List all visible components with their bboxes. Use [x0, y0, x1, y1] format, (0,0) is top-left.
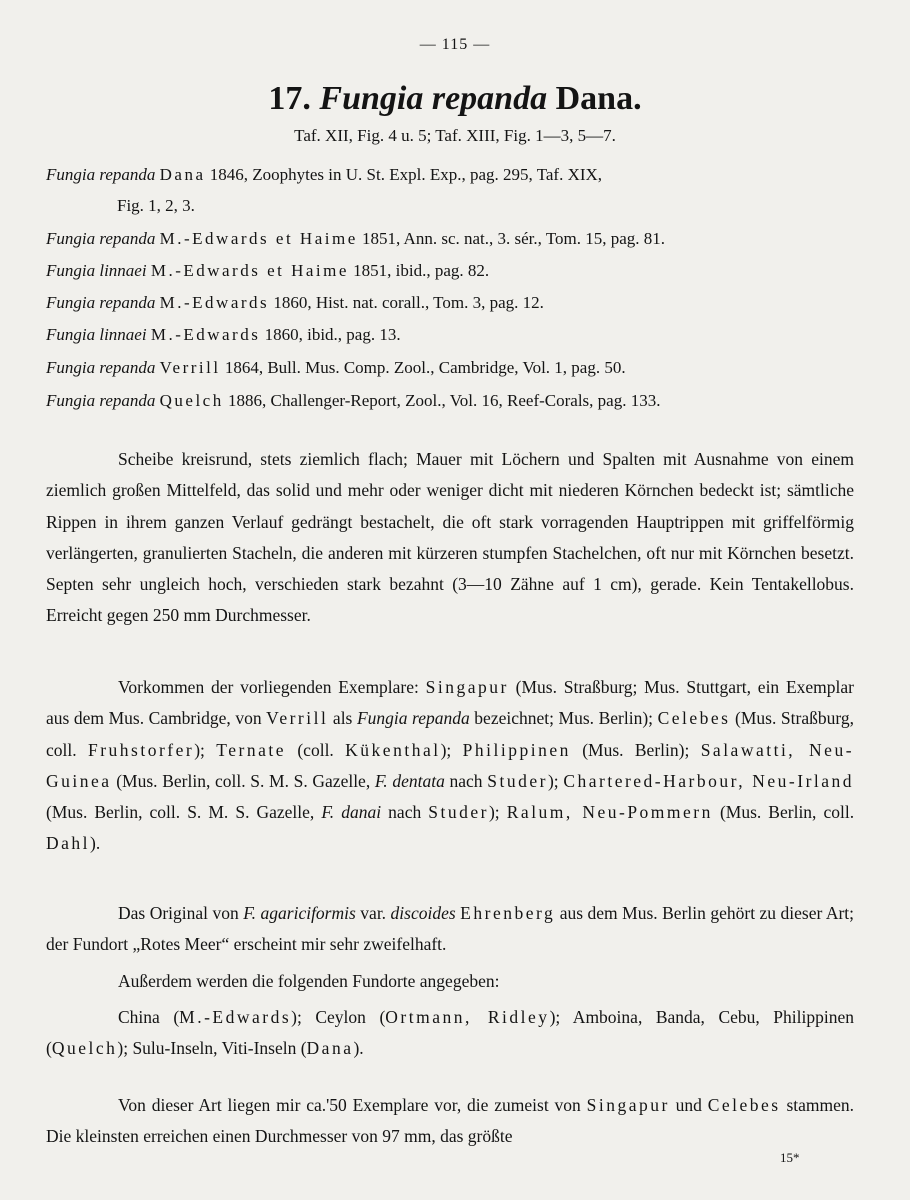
synonym-entry: [46, 162, 858, 188]
synonym-name: Fungia linnaei: [46, 325, 147, 344]
text: );: [440, 739, 452, 760]
synonym-reference: 1851, ibid., pag. 82.: [353, 261, 490, 280]
text: ).: [353, 1038, 364, 1059]
heading-species: Fungia repanda: [319, 80, 548, 117]
text: );: [488, 802, 500, 823]
locality: Singapur: [586, 1095, 670, 1115]
locality: Chartered-Harbour, Neu-Irland: [563, 770, 855, 791]
text: (Mus. Berlin, coll. S. M. S. Gazelle,: [116, 770, 371, 791]
text: als: [332, 708, 353, 729]
synonym-reference: 1860, Hist. nat. corall., Tom. 3, pag. 12.: [273, 293, 544, 312]
person-name: Fruhstorfer: [87, 739, 195, 760]
heading-number: 17.: [268, 80, 311, 117]
person-name: Studer: [428, 802, 489, 823]
person-name: Ehrenberg: [460, 903, 556, 923]
synonym-name: Fungia linnaei: [46, 261, 147, 280]
synonym-name: Fungia repanda: [46, 391, 156, 410]
species-heading: [0, 80, 910, 118]
person-name: Dana: [306, 1038, 354, 1059]
text: Von dieser Art liegen mir ca.'50 Exemplare vor, die zumeist von: [118, 1095, 581, 1115]
other-localities-intro: Außerdem werden die folgenden Fundorte angegeben:: [118, 971, 500, 991]
synonym-reference: 1846, Zoophytes in U. St. Expl. Exp., pag. 295, Taf. XIX,: [209, 165, 603, 184]
synonym-author: Quelch: [159, 391, 224, 410]
synonym-author: M.-Edwards: [159, 293, 270, 312]
person-name: M.-Edwards: [179, 1007, 292, 1027]
locality: Ralum, Neu-Pommern: [506, 802, 713, 823]
synonym-reference: 1864, Bull. Mus. Comp. Zool., Cambridge, Vol. 1, pag. 50.: [224, 358, 626, 377]
synonym-author: M.-Edwards et Haime: [150, 261, 349, 280]
text: (Mus. Berlin);: [582, 739, 690, 760]
person-name: Kükenthal: [345, 739, 441, 760]
taxon-name: Fungia repanda: [356, 708, 470, 729]
text: Vorkommen der vorliegenden Exemplare:: [118, 677, 419, 697]
text: und: [675, 1095, 702, 1115]
text: (Mus. Berlin, coll.: [719, 802, 855, 823]
text: (Mus. Berlin, coll. S. M. S. Gazelle,: [46, 802, 315, 823]
person-name: Ortmann, Ridley: [385, 1007, 550, 1027]
locality: Ternate: [216, 739, 286, 760]
locality: Celebes: [707, 1095, 781, 1115]
synonym-entry: [46, 322, 858, 348]
synonym-entry: [46, 355, 858, 381]
text: nach: [388, 802, 422, 823]
person-name: Verrill: [266, 708, 329, 729]
text: );: [547, 770, 559, 791]
other-localities-paragraph: [46, 1002, 854, 1065]
synonym-name: Fungia repanda: [46, 165, 156, 184]
text: Das Original von: [118, 903, 239, 923]
text: aus dem Mus. Berlin gehört zu dieser Art; der Fundort „Rotes Meer“ erscheint mir sehr zweifelhaft.: [46, 903, 855, 955]
synonym-reference: 1860, ibid., pag. 13.: [264, 325, 401, 344]
text: China (: [118, 1007, 180, 1027]
page-number: — 115 —: [419, 36, 491, 53]
occurrence-paragraph: [46, 672, 854, 860]
synonym-name: Fungia repanda: [46, 229, 156, 248]
synonym-entry: [46, 388, 858, 414]
taxon-name: F. danai: [321, 802, 382, 823]
person-name: Dahl: [46, 833, 91, 854]
synonym-author: M.-Edwards: [150, 325, 261, 344]
synonym-continuation: Fig. 1, 2, 3.: [117, 196, 195, 215]
taxon-name: F. agariciformis: [243, 903, 356, 923]
synonym-reference: 1851, Ann. sc. nat., 3. sér., Tom. 15, pag. 81.: [361, 229, 666, 248]
signature-mark: 15*: [780, 1150, 800, 1165]
heading-author: Dana.: [555, 80, 642, 117]
text: stammen. Die kleinsten erreichen einen Durchmesser von 97 mm, das größte: [46, 1095, 855, 1147]
locality: Singapur: [425, 677, 509, 697]
person-name: Quelch: [51, 1038, 118, 1059]
text: (coll.: [297, 739, 334, 760]
synonym-name: Fungia repanda: [46, 358, 156, 377]
locality: Celebes: [657, 708, 731, 729]
synonym-author: Verrill: [159, 358, 221, 377]
taxon-name: discoides: [390, 903, 456, 923]
original-paragraph: [46, 898, 854, 961]
text: bezeichnet; Mus. Berlin);: [474, 708, 654, 729]
text: );: [194, 739, 205, 760]
text: (Mus. Straßburg, coll.: [46, 708, 855, 760]
person-name: Studer: [487, 770, 548, 791]
taxon-name: F. dentata: [374, 770, 445, 791]
text: ); Sulu-Inseln, Viti-Inseln (: [117, 1038, 307, 1059]
description-paragraph: Scheibe kreisrund, stets ziemlich flach; Mauer mit Löchern und Spalten mit Ausnahme von einem ziemlich großen Mittelfeld, das solid und mehr oder weniger dicht mit niederen Körnchen bedeckt ist; sämtliche Rippen in ihrem ganzen Verlauf gedrängt bestachelt, die oft stark vorragenden Hauptrippen mit griffelförmig verlängerten, granulierten Stacheln, die anderen mit kürzeren stumpfen Stachelchen, oft nur mit Körnchen besetzt. Septen sehr ungleich hoch, verschieden stark bezahnt (3—10 Zähne auf 1 cm), gerade. Kein Tentakellobus. Erreicht gegen 250 mm Durchmesser.: [46, 449, 854, 626]
locality: Philippinen: [462, 739, 571, 760]
text: var.: [360, 903, 387, 923]
synonym-author: M.-Edwards et Haime: [159, 229, 358, 248]
text: ); Amboina, Banda, Cebu, Philippinen (: [46, 1007, 854, 1059]
synonym-name: Fungia repanda: [46, 293, 156, 312]
plate-references: Taf. XII, Fig. 4 u. 5; Taf. XIII, Fig. 1—3, 5—7.: [294, 126, 616, 145]
text: ); Ceylon (: [291, 1007, 386, 1027]
synonym-reference: 1886, Challenger-Report, Zool., Vol. 16, Reef-Corals, pag. 133.: [227, 391, 661, 410]
synonym-author: Dana: [159, 165, 206, 184]
text: ).: [90, 833, 101, 854]
closing-paragraph: [46, 1090, 854, 1153]
text: nach: [449, 770, 483, 791]
synonym-entry: [46, 290, 858, 316]
synonym-entry: [46, 226, 858, 252]
locality: Salawatti, Neu-Guinea: [46, 739, 855, 791]
synonym-entry: [46, 258, 858, 284]
text: (Mus. Straßburg; Mus. Stuttgart, ein Exemplar aus dem Mus. Cambridge, von: [46, 677, 854, 729]
